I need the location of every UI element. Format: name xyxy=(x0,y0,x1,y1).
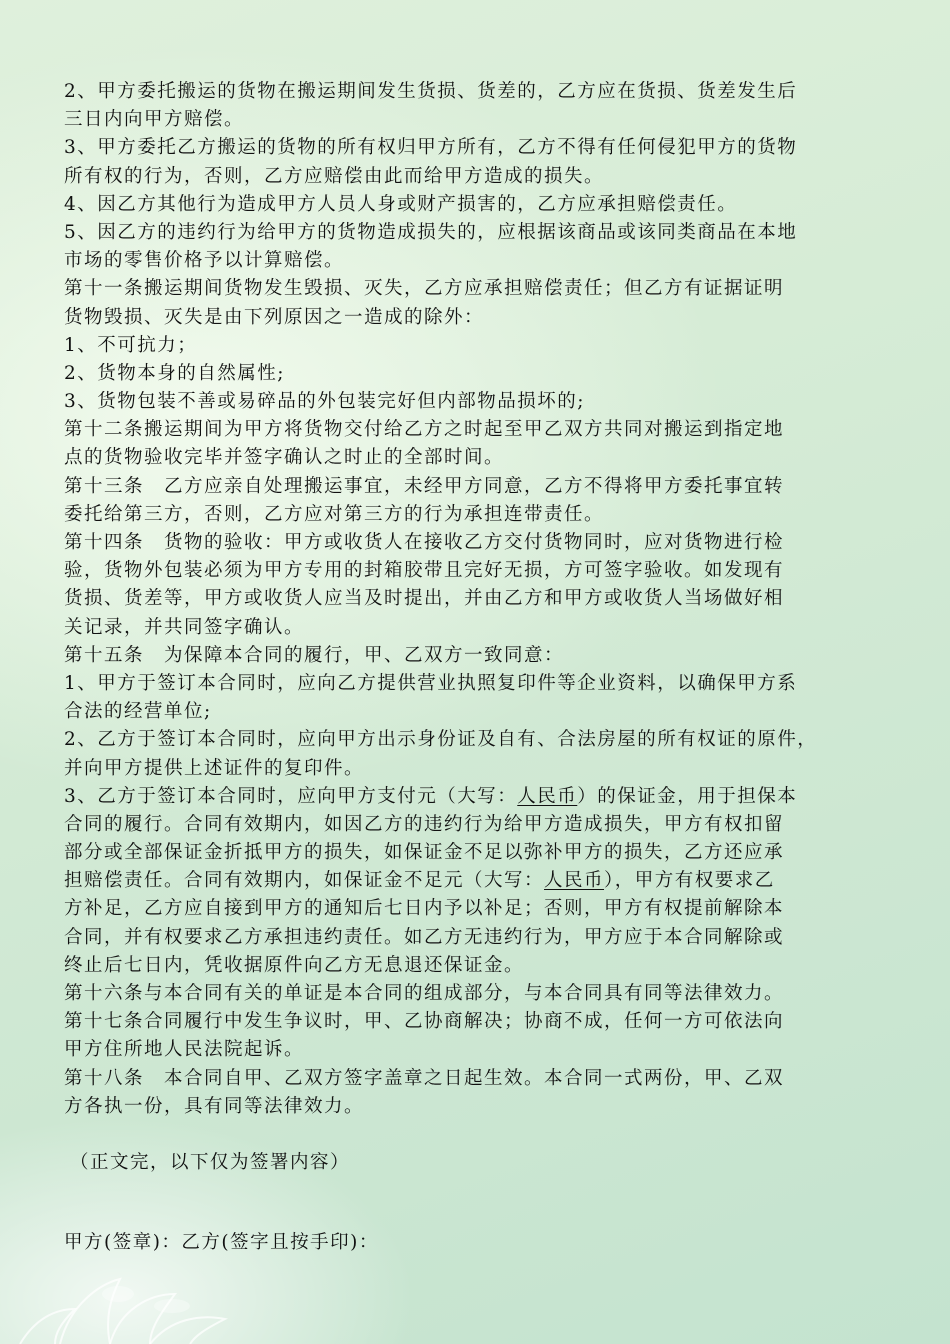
text-line: 2、甲方委托搬运的货物在搬运期间发生货损、货差的，乙方应在货损、货差发生后 xyxy=(64,81,798,102)
deposit-line: 终止后七日内，凭收据原件向乙方无息退还保证金。 xyxy=(64,954,525,976)
text-line: 市场的零售价格予以计算赔偿。 xyxy=(64,250,345,272)
text-line: 第十八条 本合同自甲、乙双方签字盖章之日起生效。本合同一式两份，甲、乙双 xyxy=(64,1067,785,1089)
text-line: 4、因乙方其他行为造成甲方人员人身或财产损害的，乙方应承担赔偿责任。 xyxy=(64,193,738,215)
text-line: 5、因乙方的违约行为给甲方的货物造成损失的，应根据该商品或该同类商品在本地 xyxy=(64,221,798,243)
deposit-line: 部分或全部保证金折抵甲方的损失，如保证金不足以弥补甲方的损失，乙方还应承 xyxy=(64,842,785,864)
deposit-text: 3、乙方于签订本合同时，应向甲方支付元（大写： xyxy=(64,785,518,807)
end-note: （正文完，以下仅为签署内容） xyxy=(70,1152,351,1174)
text-line: 1、不可抗力； xyxy=(64,334,198,356)
text-line: 第十七条合同履行中发生争议时，甲、乙协商解决；协商不成，任何一方可依法向 xyxy=(64,1011,785,1033)
rmb-blank: 人民币 xyxy=(544,870,605,892)
deposit-line xyxy=(64,783,882,811)
text-line: 第十一条搬运期间货物发生毁损、灭失，乙方应承担赔偿责任；但乙方有证据证明 xyxy=(64,278,785,300)
deposit-text: ）的保证金，用于担保本 xyxy=(577,785,798,807)
text-line: 3、甲方委托乙方搬运的货物的所有权归甲方所有，乙方不得有任何侵犯甲方的货物 xyxy=(64,137,798,159)
text-line: 关记录，并共同签字确认。 xyxy=(64,616,305,638)
text-line: 3、货物包装不善或易碎品的外包装完好但内部物品损坏的; xyxy=(64,391,586,413)
text-line: 点的货物验收完毕并签字确认之时止的全部时间。 xyxy=(64,447,505,469)
text-line: 2、乙方于签订本合同时，应向甲方出示身份证及自有、合法房屋的所有权证的原件， xyxy=(64,729,818,751)
text-line: 第十二条搬运期间为甲方将货物交付给乙方之时起至甲乙双方共同对搬运到指定地 xyxy=(64,419,785,441)
text-line: 委托给第三方，否则，乙方应对第三方的行为承担连带责任。 xyxy=(64,503,605,525)
deposit-text: ），甲方有权要求乙 xyxy=(604,870,775,892)
text-line: 甲方住所地人民法院起诉。 xyxy=(64,1039,305,1061)
text-line: 货物毁损、灭失是由下列原因之一造成的除外： xyxy=(64,306,485,328)
rmb-blank: 人民币 xyxy=(517,785,578,807)
text-line: 2、货物本身的自然属性; xyxy=(64,362,286,384)
deposit-text: 担赔偿责任。合同有效期内，如保证金不足元（大写： xyxy=(64,870,545,892)
signature-line: 甲方(签章)：乙方(签字且按手印)： xyxy=(64,1232,379,1253)
contract-body xyxy=(64,78,882,1177)
text-line: 货损、货差等，甲方或收货人应当及时提出，并由乙方和甲方或收货人当场做好相 xyxy=(64,588,785,610)
spacer xyxy=(64,1121,882,1149)
text-line: 验，货物外包装必须为甲方专用的封箱胶带且完好无损，方可签字验收。如发现有 xyxy=(64,560,785,582)
text-line: 方各执一份，具有同等法律效力。 xyxy=(64,1095,365,1117)
text-line: 三日内向甲方赔偿。 xyxy=(64,109,245,131)
deposit-line: 合同，并有权要求乙方承担违约责任。如乙方无违约行为，甲方应于本合同解除或 xyxy=(64,926,785,948)
deposit-line xyxy=(64,867,882,895)
text-line: 第十四条 货物的验收：甲方或收货人在接收乙方交付货物同时，应对货物进行检 xyxy=(64,532,785,553)
deposit-line: 合同的履行。合同有效期内，如因乙方的违约行为给甲方造成损失，甲方有权扣留 xyxy=(64,813,785,835)
text-line: 合法的经营单位; xyxy=(64,701,212,723)
text-line: 第十六条与本合同有关的单证是本合同的组成部分，与本合同具有同等法律效力。 xyxy=(64,983,785,1004)
text-line: 第十五条 为保障本合同的履行，甲、乙双方一致同意： xyxy=(64,644,565,666)
text-line: 并向甲方提供上述证件的复印件。 xyxy=(64,757,365,779)
text-line: 所有权的行为，否则，乙方应赔偿由此而给甲方造成的损失。 xyxy=(64,165,605,187)
deposit-line: 方补足，乙方应自接到甲方的通知后七日内予以补足；否则，甲方有权提前解除本 xyxy=(64,898,785,920)
text-line: 第十三条 乙方应亲自处理搬运事宜，未经甲方同意，乙方不得将甲方委托事宜转 xyxy=(64,475,785,497)
text-line: 1、甲方于签订本合同时，应向乙方提供营业执照复印件等企业资料，以确保甲方系 xyxy=(64,672,798,694)
